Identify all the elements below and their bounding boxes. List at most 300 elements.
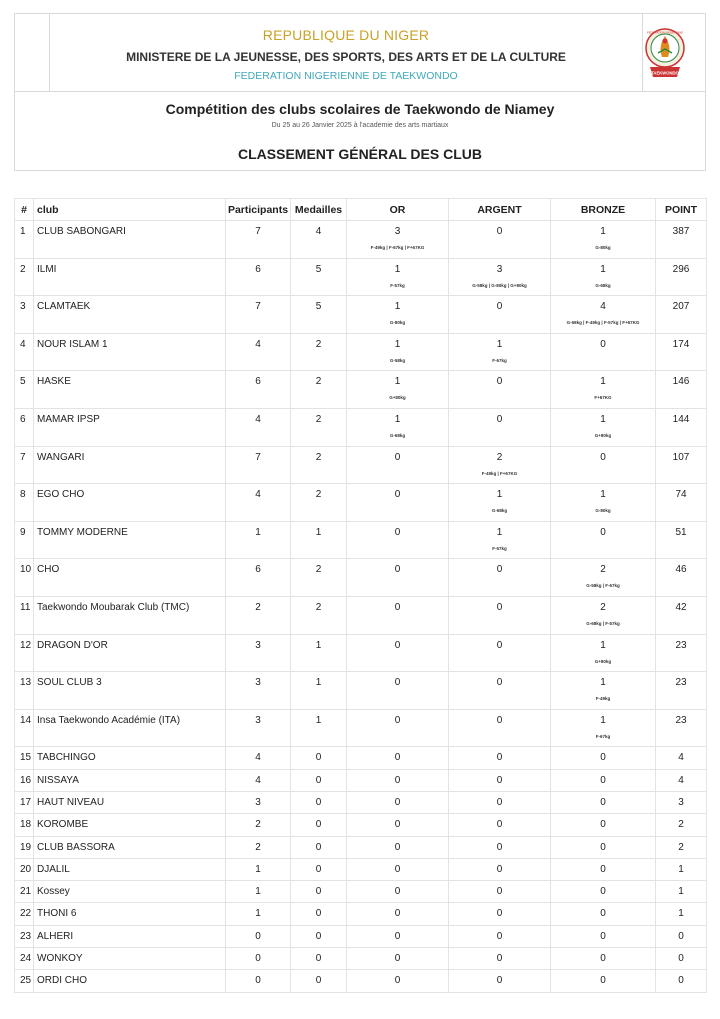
cell-medals-value: 1	[315, 677, 322, 689]
cell-points-value: 4	[678, 752, 684, 764]
cell-rank	[15, 947, 34, 969]
cell-points-value: 296	[672, 263, 690, 275]
cell-silver	[449, 296, 551, 334]
cell-points	[656, 747, 707, 769]
cell-rank-value: 16	[20, 774, 32, 786]
cell-club	[34, 484, 226, 522]
cell-gold	[347, 258, 449, 296]
cell-medals	[291, 484, 347, 522]
cell-rank	[15, 221, 34, 259]
cell-silver	[449, 596, 551, 634]
cell-club	[34, 258, 226, 296]
cell-silver-categories: F-49kg | F+67KG	[481, 470, 518, 476]
cell-rank	[15, 596, 34, 634]
cell-participants-value: 4	[255, 338, 261, 350]
cell-club	[34, 903, 226, 925]
cell-participants	[226, 747, 291, 769]
cell-participants-value: 7	[255, 301, 261, 313]
cell-silver	[449, 881, 551, 903]
cell-points-value: 387	[672, 226, 690, 237]
cell-gold-value: 0	[394, 952, 401, 964]
cell-silver	[449, 521, 551, 559]
cell-silver-value: 0	[496, 714, 503, 726]
cell-medals-value: 2	[315, 413, 322, 425]
cell-points-value: 23	[675, 677, 687, 689]
cell-points	[656, 484, 707, 522]
cell-participants	[226, 521, 291, 559]
cell-silver	[449, 836, 551, 858]
cell-bronze-value: 0	[600, 975, 606, 987]
cell-bronze	[551, 881, 656, 903]
cell-rank	[15, 925, 34, 947]
cell-medals	[291, 596, 347, 634]
table-row	[15, 769, 707, 791]
cell-bronze	[551, 408, 656, 446]
cell-gold	[347, 947, 449, 969]
cell-club-value: SOUL CLUB 3	[37, 677, 102, 689]
cell-bronze-categories: G-80kg	[595, 508, 611, 514]
cell-silver-value: 0	[496, 677, 503, 689]
cell-gold	[347, 333, 449, 371]
cell-points	[656, 925, 707, 947]
cell-rank	[15, 521, 34, 559]
cell-rank	[15, 484, 34, 522]
cell-points-value: 0	[678, 930, 684, 942]
cell-bronze-value: 0	[600, 338, 606, 350]
cell-points-value: 144	[672, 413, 690, 425]
cell-points	[656, 371, 707, 409]
cell-club-value: HASKE	[37, 376, 71, 388]
cell-medals-value: 1	[315, 639, 322, 651]
cell-participants	[226, 836, 291, 858]
cell-bronze-categories: F-49kg	[595, 696, 611, 702]
cell-medals	[291, 970, 347, 992]
cell-silver	[449, 408, 551, 446]
cell-silver-value: 0	[496, 376, 503, 388]
cell-bronze	[551, 709, 656, 747]
cell-rank-value: 1	[20, 226, 26, 237]
cell-participants-value: 7	[255, 451, 261, 463]
cell-participants-value: 4	[255, 413, 261, 425]
cell-rank	[15, 814, 34, 836]
cell-silver-categories: F-57kg	[492, 545, 507, 551]
cell-participants	[226, 672, 291, 710]
header-box	[14, 13, 706, 91]
cell-medals	[291, 903, 347, 925]
cell-medals-value: 0	[315, 796, 322, 808]
cell-club	[34, 634, 226, 672]
cell-medals-value: 0	[315, 886, 322, 898]
table-row	[15, 791, 707, 813]
cell-club-value: DJALIL	[37, 863, 70, 875]
cell-rank-value: 12	[20, 639, 32, 651]
cell-club	[34, 596, 226, 634]
cell-silver	[449, 446, 551, 484]
cell-participants-value: 2	[255, 841, 261, 853]
cell-bronze-value: 0	[600, 952, 606, 964]
cell-bronze-value: 0	[600, 841, 606, 853]
cell-rank-value: 4	[20, 338, 26, 350]
cell-medals	[291, 881, 347, 903]
cell-bronze-value: 0	[600, 752, 606, 764]
table-row	[15, 634, 707, 672]
cell-silver	[449, 484, 551, 522]
table-row	[15, 925, 707, 947]
cell-points-value: 3	[678, 796, 684, 808]
cell-club-value: MAMAR IPSP	[37, 413, 100, 425]
cell-medals-value: 2	[315, 489, 322, 501]
cell-club	[34, 747, 226, 769]
cell-participants-value: 6	[255, 376, 261, 388]
cell-bronze-value: 0	[600, 819, 606, 831]
cell-gold	[347, 446, 449, 484]
cell-silver-value: 0	[496, 639, 503, 651]
table-row	[15, 333, 707, 371]
cell-club	[34, 559, 226, 597]
cell-gold	[347, 814, 449, 836]
cell-silver-value: 1	[496, 489, 503, 501]
cell-participants-value: 2	[255, 601, 261, 613]
cell-bronze-value: 4	[600, 301, 606, 313]
cell-silver-value: 0	[496, 908, 503, 920]
cell-medals-value: 1	[315, 714, 322, 726]
cell-rank-value: 7	[20, 451, 26, 463]
cell-gold-categories: G-58kg	[389, 357, 406, 363]
cell-participants	[226, 371, 291, 409]
cell-participants	[226, 484, 291, 522]
cell-club-value: WONKOY	[37, 952, 83, 964]
cell-gold	[347, 521, 449, 559]
cell-rank	[15, 333, 34, 371]
cell-points-value: 74	[675, 489, 687, 501]
cell-rank	[15, 446, 34, 484]
cell-silver	[449, 672, 551, 710]
cell-bronze-categories: F+67KG	[594, 395, 612, 401]
cell-medals	[291, 947, 347, 969]
table-row	[15, 484, 707, 522]
cell-participants	[226, 947, 291, 969]
cell-club-value: THONI 6	[37, 908, 77, 920]
cell-club	[34, 221, 226, 259]
table-row	[15, 970, 707, 992]
cell-club-value: ORDI CHO	[37, 975, 87, 987]
cell-points-value: 0	[678, 975, 684, 987]
cell-silver-value: 0	[496, 601, 503, 613]
cell-bronze-value: 1	[600, 413, 606, 425]
cell-gold-value: 0	[394, 752, 401, 764]
cell-participants	[226, 634, 291, 672]
svg-text:FEDERATION NIGERIENNE: FEDERATION NIGERIENNE	[646, 30, 684, 35]
cell-medals-value: 0	[315, 930, 322, 942]
cell-bronze-value: 1	[600, 639, 606, 651]
cell-points	[656, 709, 707, 747]
cell-club-value: TOMMY MODERNE	[37, 526, 128, 538]
cell-participants-value: 0	[255, 952, 261, 964]
header-points: POINT	[656, 199, 707, 221]
cell-points	[656, 672, 707, 710]
cell-gold-value: 0	[394, 796, 401, 808]
cell-points	[656, 858, 707, 880]
cell-silver	[449, 903, 551, 925]
cell-bronze	[551, 371, 656, 409]
table-row	[15, 221, 707, 259]
cell-rank-value: 2	[20, 263, 26, 275]
cell-gold	[347, 371, 449, 409]
cell-silver	[449, 634, 551, 672]
table-row	[15, 836, 707, 858]
cell-silver	[449, 947, 551, 969]
cell-medals-value: 0	[315, 841, 322, 853]
cell-rank-value: 18	[20, 819, 32, 831]
cell-participants	[226, 446, 291, 484]
cell-points	[656, 970, 707, 992]
cell-rank	[15, 709, 34, 747]
cell-gold-value: 0	[394, 564, 401, 576]
cell-silver-value: 0	[496, 796, 503, 808]
table-row	[15, 881, 707, 903]
cell-points	[656, 947, 707, 969]
cell-participants-value: 3	[255, 796, 261, 808]
cell-participants	[226, 709, 291, 747]
cell-points-value: 174	[672, 338, 690, 350]
cell-participants-value: 7	[255, 226, 261, 237]
cell-bronze	[551, 559, 656, 597]
cell-points	[656, 221, 707, 259]
cell-medals	[291, 814, 347, 836]
header-medals: Medailles	[291, 199, 347, 221]
cell-gold-value: 0	[394, 975, 401, 987]
cell-bronze-value: 2	[600, 601, 606, 613]
cell-club-value: Kossey	[37, 886, 70, 898]
cell-silver-value: 0	[496, 564, 503, 576]
cell-gold	[347, 881, 449, 903]
cell-rank	[15, 970, 34, 992]
cell-gold	[347, 408, 449, 446]
cell-silver-value: 0	[496, 930, 503, 942]
cell-medals	[291, 521, 347, 559]
cell-club	[34, 947, 226, 969]
cell-participants	[226, 881, 291, 903]
cell-bronze-categories: G+80kg	[594, 432, 612, 438]
cell-points	[656, 333, 707, 371]
cell-bronze-value: 0	[600, 930, 606, 942]
cell-medals-value: 2	[315, 451, 322, 463]
cell-points	[656, 258, 707, 296]
cell-medals	[291, 371, 347, 409]
cell-silver-value: 1	[496, 338, 503, 350]
cell-rank	[15, 559, 34, 597]
cell-rank-value: 10	[20, 564, 32, 576]
table-row	[15, 521, 707, 559]
cell-silver-value: 0	[496, 841, 503, 853]
cell-silver	[449, 221, 551, 259]
cell-bronze-value: 1	[600, 714, 606, 726]
cell-club	[34, 709, 226, 747]
table-row	[15, 596, 707, 634]
cell-bronze-categories: G+80kg	[594, 658, 612, 664]
cell-silver-value: 0	[496, 975, 503, 987]
cell-silver	[449, 747, 551, 769]
federation-title: FEDERATION NIGERIENNE DE TAEKWONDO	[234, 70, 458, 82]
ranking-body	[15, 221, 707, 993]
cell-silver-categories: G-68kg	[491, 508, 508, 514]
cell-participants-value: 2	[255, 819, 261, 831]
cell-participants-value: 4	[255, 774, 261, 786]
cell-participants	[226, 221, 291, 259]
table-row	[15, 408, 707, 446]
cell-rank-value: 19	[20, 841, 32, 853]
cell-medals	[291, 221, 347, 259]
cell-gold	[347, 596, 449, 634]
cell-points-value: 1	[678, 886, 684, 898]
cell-bronze-value: 1	[600, 489, 606, 501]
cell-points	[656, 791, 707, 813]
cell-medals	[291, 925, 347, 947]
header-participants: Participants	[226, 199, 291, 221]
cell-participants	[226, 769, 291, 791]
cell-participants	[226, 408, 291, 446]
cell-participants-value: 1	[255, 526, 261, 538]
cell-medals	[291, 634, 347, 672]
federation-logo	[644, 27, 686, 85]
cell-medals-value: 0	[315, 752, 322, 764]
cell-rank	[15, 836, 34, 858]
cell-rank-value: 6	[20, 413, 26, 425]
header-center	[49, 14, 643, 92]
cell-gold-value: 0	[394, 863, 401, 875]
cell-gold-value: 1	[394, 263, 401, 275]
cell-participants-value: 1	[255, 886, 261, 898]
table-row	[15, 903, 707, 925]
cell-gold-value: 3	[394, 226, 401, 237]
cell-gold-value: 0	[394, 841, 401, 853]
cell-gold-value: 0	[394, 908, 401, 920]
cell-gold	[347, 925, 449, 947]
cell-club-value: NISSAYA	[37, 774, 79, 786]
cell-bronze	[551, 814, 656, 836]
cell-gold	[347, 559, 449, 597]
cell-medals-value: 2	[315, 376, 322, 388]
cell-gold-value: 0	[394, 819, 401, 831]
cell-silver	[449, 925, 551, 947]
header-club: club	[34, 199, 226, 221]
cell-gold	[347, 672, 449, 710]
cell-participants-value: 3	[255, 677, 261, 689]
cell-points-value: 0	[678, 952, 684, 964]
cell-bronze-value: 0	[600, 863, 606, 875]
cell-silver-value: 0	[496, 952, 503, 964]
svg-text:TAEKWONDO: TAEKWONDO	[651, 70, 679, 76]
header-gold: OR	[347, 199, 449, 221]
cell-gold	[347, 769, 449, 791]
ranking-heading: CLASSEMENT GÉNÉRAL DES CLUB	[238, 146, 482, 162]
cell-bronze	[551, 521, 656, 559]
cell-medals-value: 0	[315, 863, 322, 875]
table-header-row	[15, 199, 707, 221]
header-bronze: BRONZE	[551, 199, 656, 221]
cell-club	[34, 836, 226, 858]
cell-club	[34, 925, 226, 947]
cell-bronze	[551, 221, 656, 259]
cell-participants-value: 6	[255, 564, 261, 576]
cell-gold-value: 1	[394, 338, 401, 350]
cell-participants-value: 0	[255, 975, 261, 987]
cell-club-value: EGO CHO	[37, 489, 85, 501]
cell-medals-value: 0	[315, 774, 322, 786]
cell-bronze-categories: G-68kg | F-57kg	[586, 620, 620, 626]
cell-gold-value: 0	[394, 601, 401, 613]
cell-bronze-value: 1	[600, 263, 606, 275]
cell-bronze	[551, 484, 656, 522]
cell-medals	[291, 446, 347, 484]
cell-club	[34, 408, 226, 446]
cell-silver	[449, 970, 551, 992]
cell-silver-value: 0	[496, 863, 503, 875]
cell-gold-categories: G+80kg	[389, 395, 406, 401]
cell-bronze	[551, 258, 656, 296]
cell-medals-value: 1	[315, 526, 322, 538]
cell-points	[656, 881, 707, 903]
cell-gold	[347, 296, 449, 334]
cell-gold-categories: G-80kg	[389, 320, 406, 326]
cell-points	[656, 903, 707, 925]
cell-silver-value: 2	[496, 451, 503, 463]
cell-silver	[449, 858, 551, 880]
cell-points-value: 107	[672, 451, 690, 463]
cell-rank	[15, 858, 34, 880]
table-row	[15, 296, 707, 334]
cell-rank-value: 9	[20, 526, 26, 538]
cell-points-value: 1	[678, 908, 684, 920]
cell-bronze	[551, 596, 656, 634]
cell-participants-value: 0	[255, 930, 261, 942]
cell-participants-value: 4	[255, 752, 261, 764]
cell-participants	[226, 814, 291, 836]
cell-club-value: CLAMTAEK	[37, 301, 91, 313]
cell-medals-value: 4	[315, 226, 322, 237]
cell-medals-value: 2	[315, 338, 322, 350]
republic-title: REPUBLIQUE DU NIGER	[262, 27, 430, 43]
cell-bronze	[551, 947, 656, 969]
cell-medals	[291, 559, 347, 597]
cell-medals-value: 0	[315, 819, 322, 831]
cell-club-value: NOUR ISLAM 1	[37, 338, 108, 350]
cell-club	[34, 446, 226, 484]
cell-gold	[347, 858, 449, 880]
cell-club	[34, 672, 226, 710]
cell-points	[656, 596, 707, 634]
cell-participants	[226, 333, 291, 371]
cell-club-value: CHO	[37, 564, 60, 576]
cell-rank	[15, 371, 34, 409]
cell-silver	[449, 814, 551, 836]
cell-rank-value: 23	[20, 930, 32, 942]
cell-rank-value: 21	[20, 886, 32, 898]
cell-club-value: HAUT NIVEAU	[37, 796, 105, 808]
cell-rank-value: 14	[20, 714, 32, 726]
cell-medals-value: 2	[315, 564, 322, 576]
cell-rank-value: 15	[20, 752, 32, 764]
cell-silver-value: 0	[496, 774, 503, 786]
cell-club	[34, 296, 226, 334]
cell-silver	[449, 559, 551, 597]
cell-medals	[291, 747, 347, 769]
cell-rank-value: 11	[20, 601, 31, 613]
cell-rank-value: 5	[20, 376, 26, 388]
cell-participants-value: 4	[255, 489, 261, 501]
cell-participants-value: 1	[255, 863, 261, 875]
cell-bronze-categories: F-67kg	[595, 733, 611, 739]
